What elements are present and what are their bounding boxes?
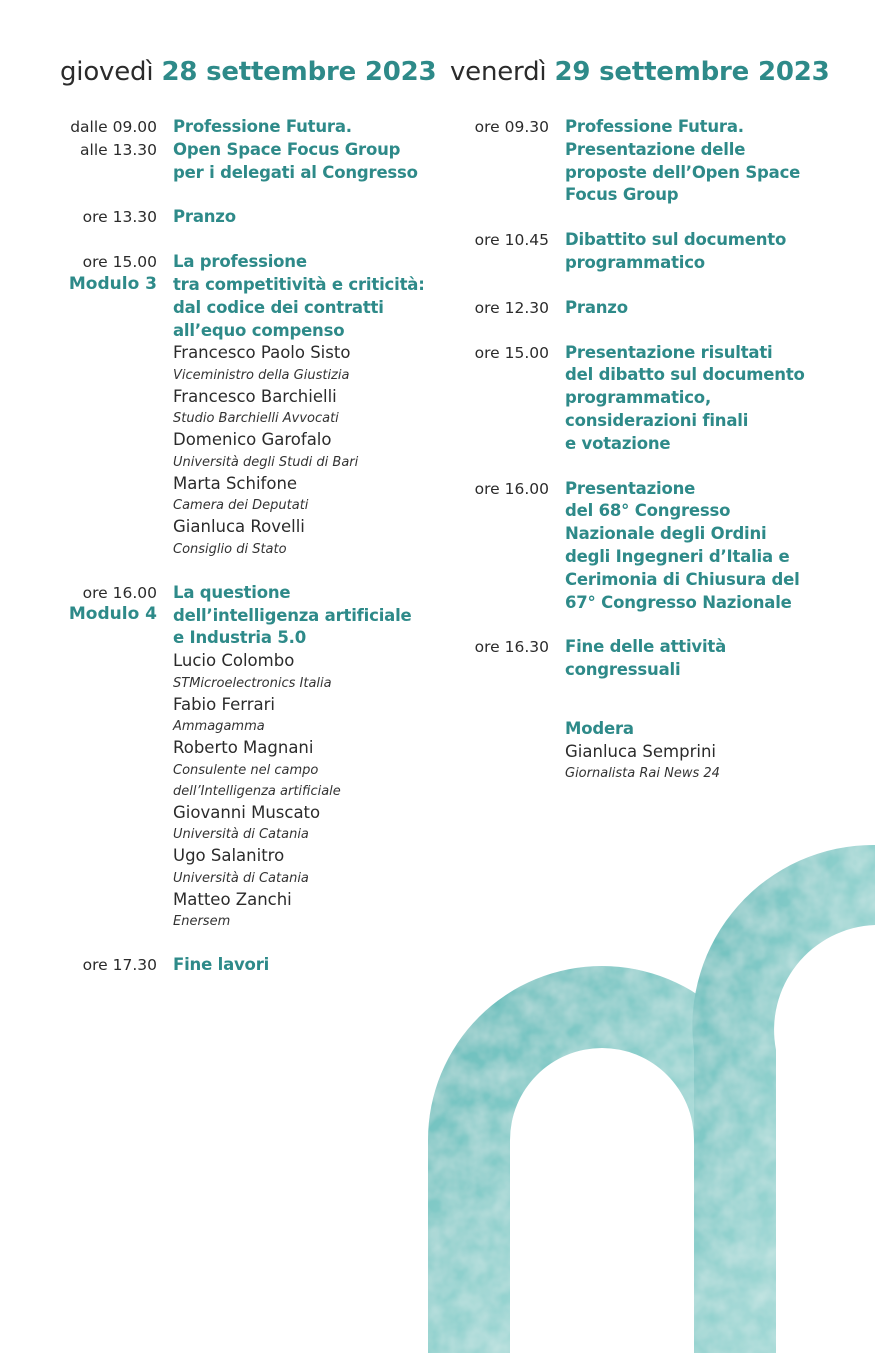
speaker [173, 802, 430, 846]
speaker [173, 845, 430, 889]
speaker [173, 650, 430, 694]
session-item [60, 954, 430, 977]
speaker [173, 342, 430, 386]
session-time: ore 16.00 [474, 479, 549, 498]
session-time: ore 16.30 [474, 638, 549, 657]
session-title: Presentazione risultati del dibatto sul documento programmatico, considerazioni finali e votazione [565, 342, 805, 453]
speaker-name: Marta Schifone [173, 473, 298, 493]
session-title: Professione Futura. Presentazione delle proposte dell’Open Space Focus Group [565, 117, 801, 205]
session-item [450, 342, 850, 456]
speaker-name: Ugo Salanitro [173, 846, 285, 866]
session-time: dalle 09.00 alle 13.30 [70, 118, 157, 159]
speaker-name: Roberto Magnani [173, 738, 314, 758]
session-title: Professione Futura. Open Space Focus Group per i delegati al Congresso [173, 117, 418, 182]
session-time: ore 10.45 [474, 231, 549, 250]
speaker-name: Lucio Colombo [173, 651, 295, 671]
session-title: Presentazione del 68° Congresso Nazionale degli Ordini degli Ingegneri d’Italia e Cerimonia di Chiusura del 67° Congresso Nazionale [565, 478, 800, 612]
day-name: giovedì [60, 57, 154, 87]
speaker-name: Fabio Ferrari [173, 694, 275, 714]
session-item [60, 251, 430, 560]
speaker-role: Consiglio di Stato [173, 541, 287, 557]
speaker-role: Studio Barchielli Avvocati [173, 411, 339, 427]
speaker-role: Università di Catania [173, 870, 309, 886]
session-item [60, 116, 430, 184]
speaker [173, 889, 430, 933]
speaker-name: Gianluca Rovelli [173, 517, 305, 537]
session-item [450, 478, 850, 615]
session-time: ore 17.30 [82, 956, 157, 975]
speaker [173, 694, 430, 738]
day-name: venerdì [450, 57, 547, 87]
moderator-role: Giornalista Rai News 24 [565, 766, 720, 782]
session-title: Pranzo [173, 207, 236, 227]
speaker-role: Università di Catania [173, 827, 309, 843]
moderator-name: Gianluca Semprini [565, 741, 716, 761]
module-label: Modulo 3 [68, 273, 157, 294]
speaker-role: Consulente nel campo dell’Intelligenza artificiale [173, 762, 341, 799]
session-title: La questione dell’intelligenza artificiale e Industria 5.0 [173, 582, 412, 648]
speaker [173, 516, 430, 560]
speaker-role: Camera dei Deputati [173, 498, 309, 514]
session-time: ore 13.30 [82, 208, 157, 227]
session-item [450, 116, 850, 207]
speaker-role: Viceministro della Giustizia [173, 367, 350, 383]
speaker-role: STMicroelectronics Italia [173, 675, 332, 691]
session-list [450, 116, 850, 784]
session-time: ore 09.30 [474, 118, 549, 136]
moderator-label: Modera [565, 718, 634, 738]
speaker-name: Giovanni Muscato [173, 802, 321, 822]
day-date: 28 settembre 2023 [161, 57, 437, 87]
session-time: ore 15.00 [474, 343, 549, 362]
speaker [173, 386, 430, 430]
speaker-name: Francesco Barchielli [173, 386, 337, 406]
session-item [60, 206, 430, 229]
speaker-name: Matteo Zanchi [173, 889, 292, 909]
moderator-block [565, 718, 850, 784]
day-header [450, 54, 830, 90]
speaker-role: Enersem [173, 914, 231, 930]
day-date: 29 settembre 2023 [554, 57, 830, 87]
speaker [173, 473, 430, 517]
speaker-role: Ammagamma [173, 719, 265, 735]
session-time: ore 16.00 Modulo 4 [60, 582, 157, 932]
speaker [173, 737, 430, 802]
speaker-name: Francesco Paolo Sisto [173, 343, 351, 363]
session-time: ore 15.00 Modulo 3 [60, 251, 157, 560]
day-header [60, 54, 436, 90]
session-item [450, 636, 850, 682]
session-title: Pranzo [565, 297, 628, 317]
session-title: La professione tra competitività e criticità: dal codice dei contratti all’equo compenso [173, 252, 425, 340]
session-item [450, 297, 850, 320]
session-title: Dibattito sul documento programmatico [565, 230, 787, 272]
session-title: Fine lavori [173, 955, 270, 975]
session-title: Fine delle attività congressuali [565, 637, 727, 680]
speaker-name: Domenico Garofalo [173, 430, 332, 450]
session-item [60, 582, 430, 932]
module-label: Modulo 4 [68, 604, 157, 625]
speaker-role: Università degli Studi di Bari [173, 454, 359, 470]
speaker [173, 429, 430, 473]
session-time: ore 12.30 [474, 298, 549, 317]
session-list [60, 116, 430, 999]
session-item [450, 229, 850, 275]
